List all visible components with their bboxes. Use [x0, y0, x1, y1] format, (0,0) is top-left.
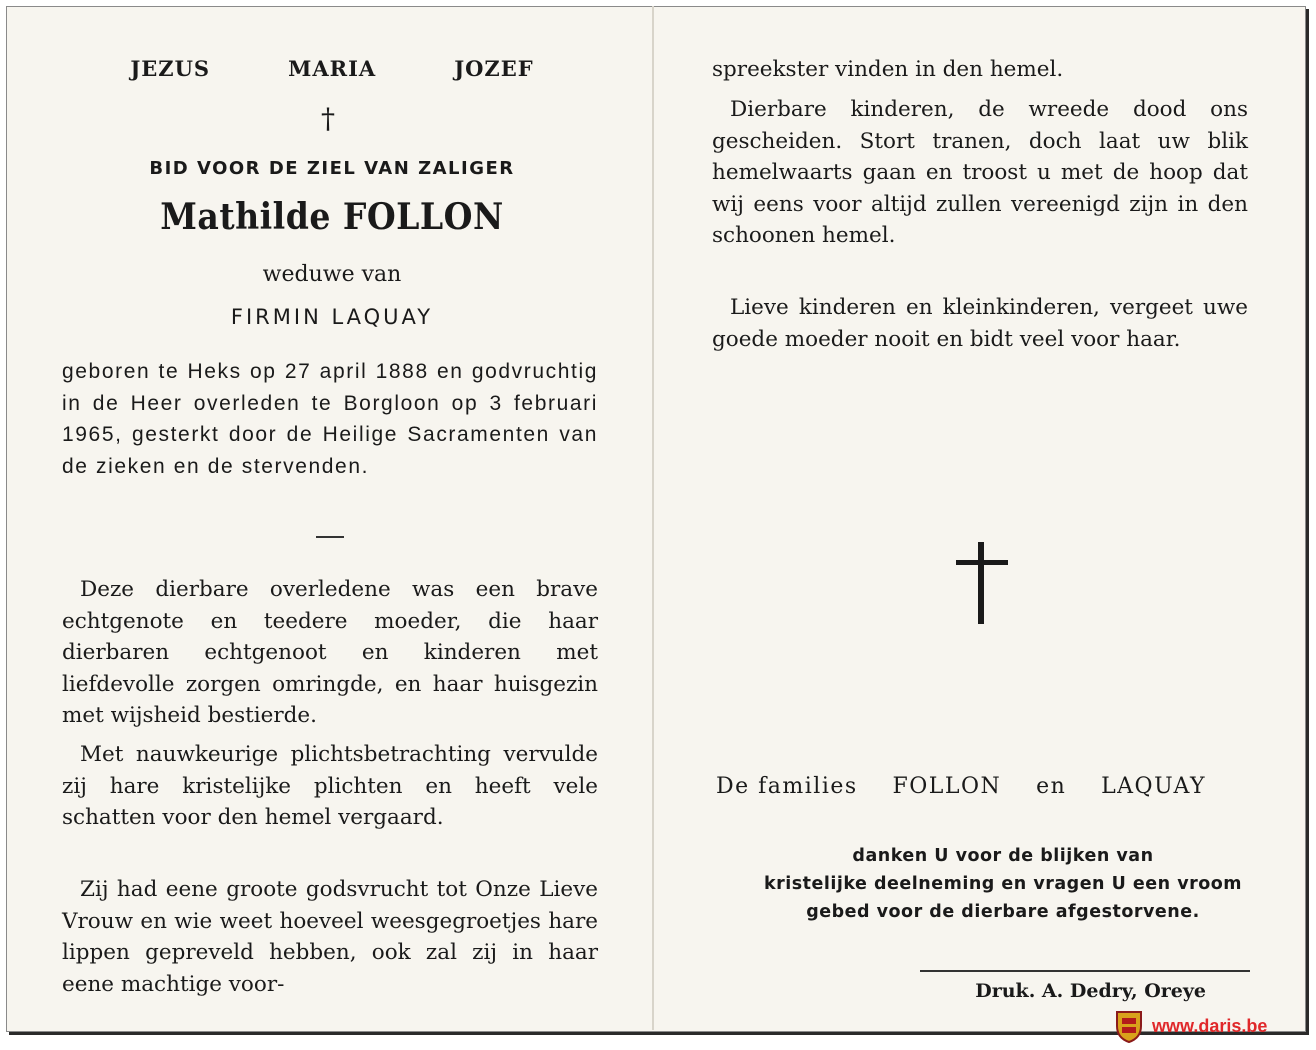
families-prefix: De families [716, 774, 858, 799]
crest-icon [1114, 1008, 1144, 1044]
prayer-line: BID VOOR DE ZIEL VAN ZALIGER [149, 158, 515, 179]
thanks-line-1: danken U voor de blijken van [852, 846, 1154, 866]
left-paragraph-2: Met nauwkeurige plichtsbetrachting vervulde zij hare kristelijke plichten en heeft vele schatten voor den hemel vergaard. [62, 742, 598, 830]
family-name-laquay: LAQUAY [1101, 774, 1206, 799]
left-paragraph-1: Deze dierbare overledene was een brave echtgenote en teedere moeder, die haar dierbaren echtgenoot en kinderen met liefdevolle zorgen omringde, en haar huisgezin met wijsheid bestierde. [62, 577, 598, 728]
widow-label: weduwe van [262, 262, 402, 287]
printer-rule [920, 970, 1250, 972]
family-name-follon: FOLLON [892, 774, 1002, 799]
name-maria: MARIA [288, 56, 377, 81]
right-paragraph-2: Dierbare kinderen, de wreede dood ons gescheiden. Stort tranen, doch laat uw blik hemelwaarts gaan en troost u met de hoop dat wij eens voor altijd zullen vereenigd zijn in den schoonen hemel. [712, 97, 1248, 248]
watermark [1114, 1008, 1267, 1044]
card-fold [652, 6, 654, 1030]
printer-credit: Druk. A. Dedry, Oreye [975, 980, 1206, 1002]
small-cross-icon: † [321, 102, 335, 135]
name-jozef: JOZEF [454, 56, 534, 81]
thanks-line-2: kristelijke deelneming en vragen U een vroom [763, 874, 1243, 894]
families-line [716, 774, 1206, 799]
spouse-name: FIRMIN LAQUAY [230, 305, 434, 329]
watermark-url[interactable]: www.daris.be [1152, 1015, 1268, 1036]
name-jezus: JEZUS [130, 56, 211, 81]
left-paragraph-3: Zij had eene groote godsvrucht tot Onze Lieve Vrouw en wie weet hoeveel weesgegroetjes hare lippen gepreveld hebben, ook zal zij in haar eene machtige voor- [62, 877, 598, 997]
right-paragraph-1: spreekster vinden in den hemel. [712, 57, 1064, 82]
families-conjunction: en [1036, 774, 1067, 799]
thanks-line-3: gebed voor de dierbare afgestorvene. [806, 902, 1200, 922]
cross-icon [952, 540, 1012, 626]
right-paragraph-3: Lieve kinderen en kleinkinderen, vergeet uwe goede moeder nooit en bidt veel voor haar. [712, 295, 1248, 352]
birth-death-text: geboren te Heks op 27 april 1888 en godvruchtig in de Heer overleden te Borgloon op 3 februari 1965, gesterkt door de Heilige Sacramenten van de zieken en de stervenden. [62, 360, 598, 478]
deceased-name: Mathilde FOLLON [160, 196, 504, 238]
separator-dash [316, 536, 344, 538]
holy-names-header [62, 56, 602, 81]
thanks-text [748, 842, 1258, 926]
